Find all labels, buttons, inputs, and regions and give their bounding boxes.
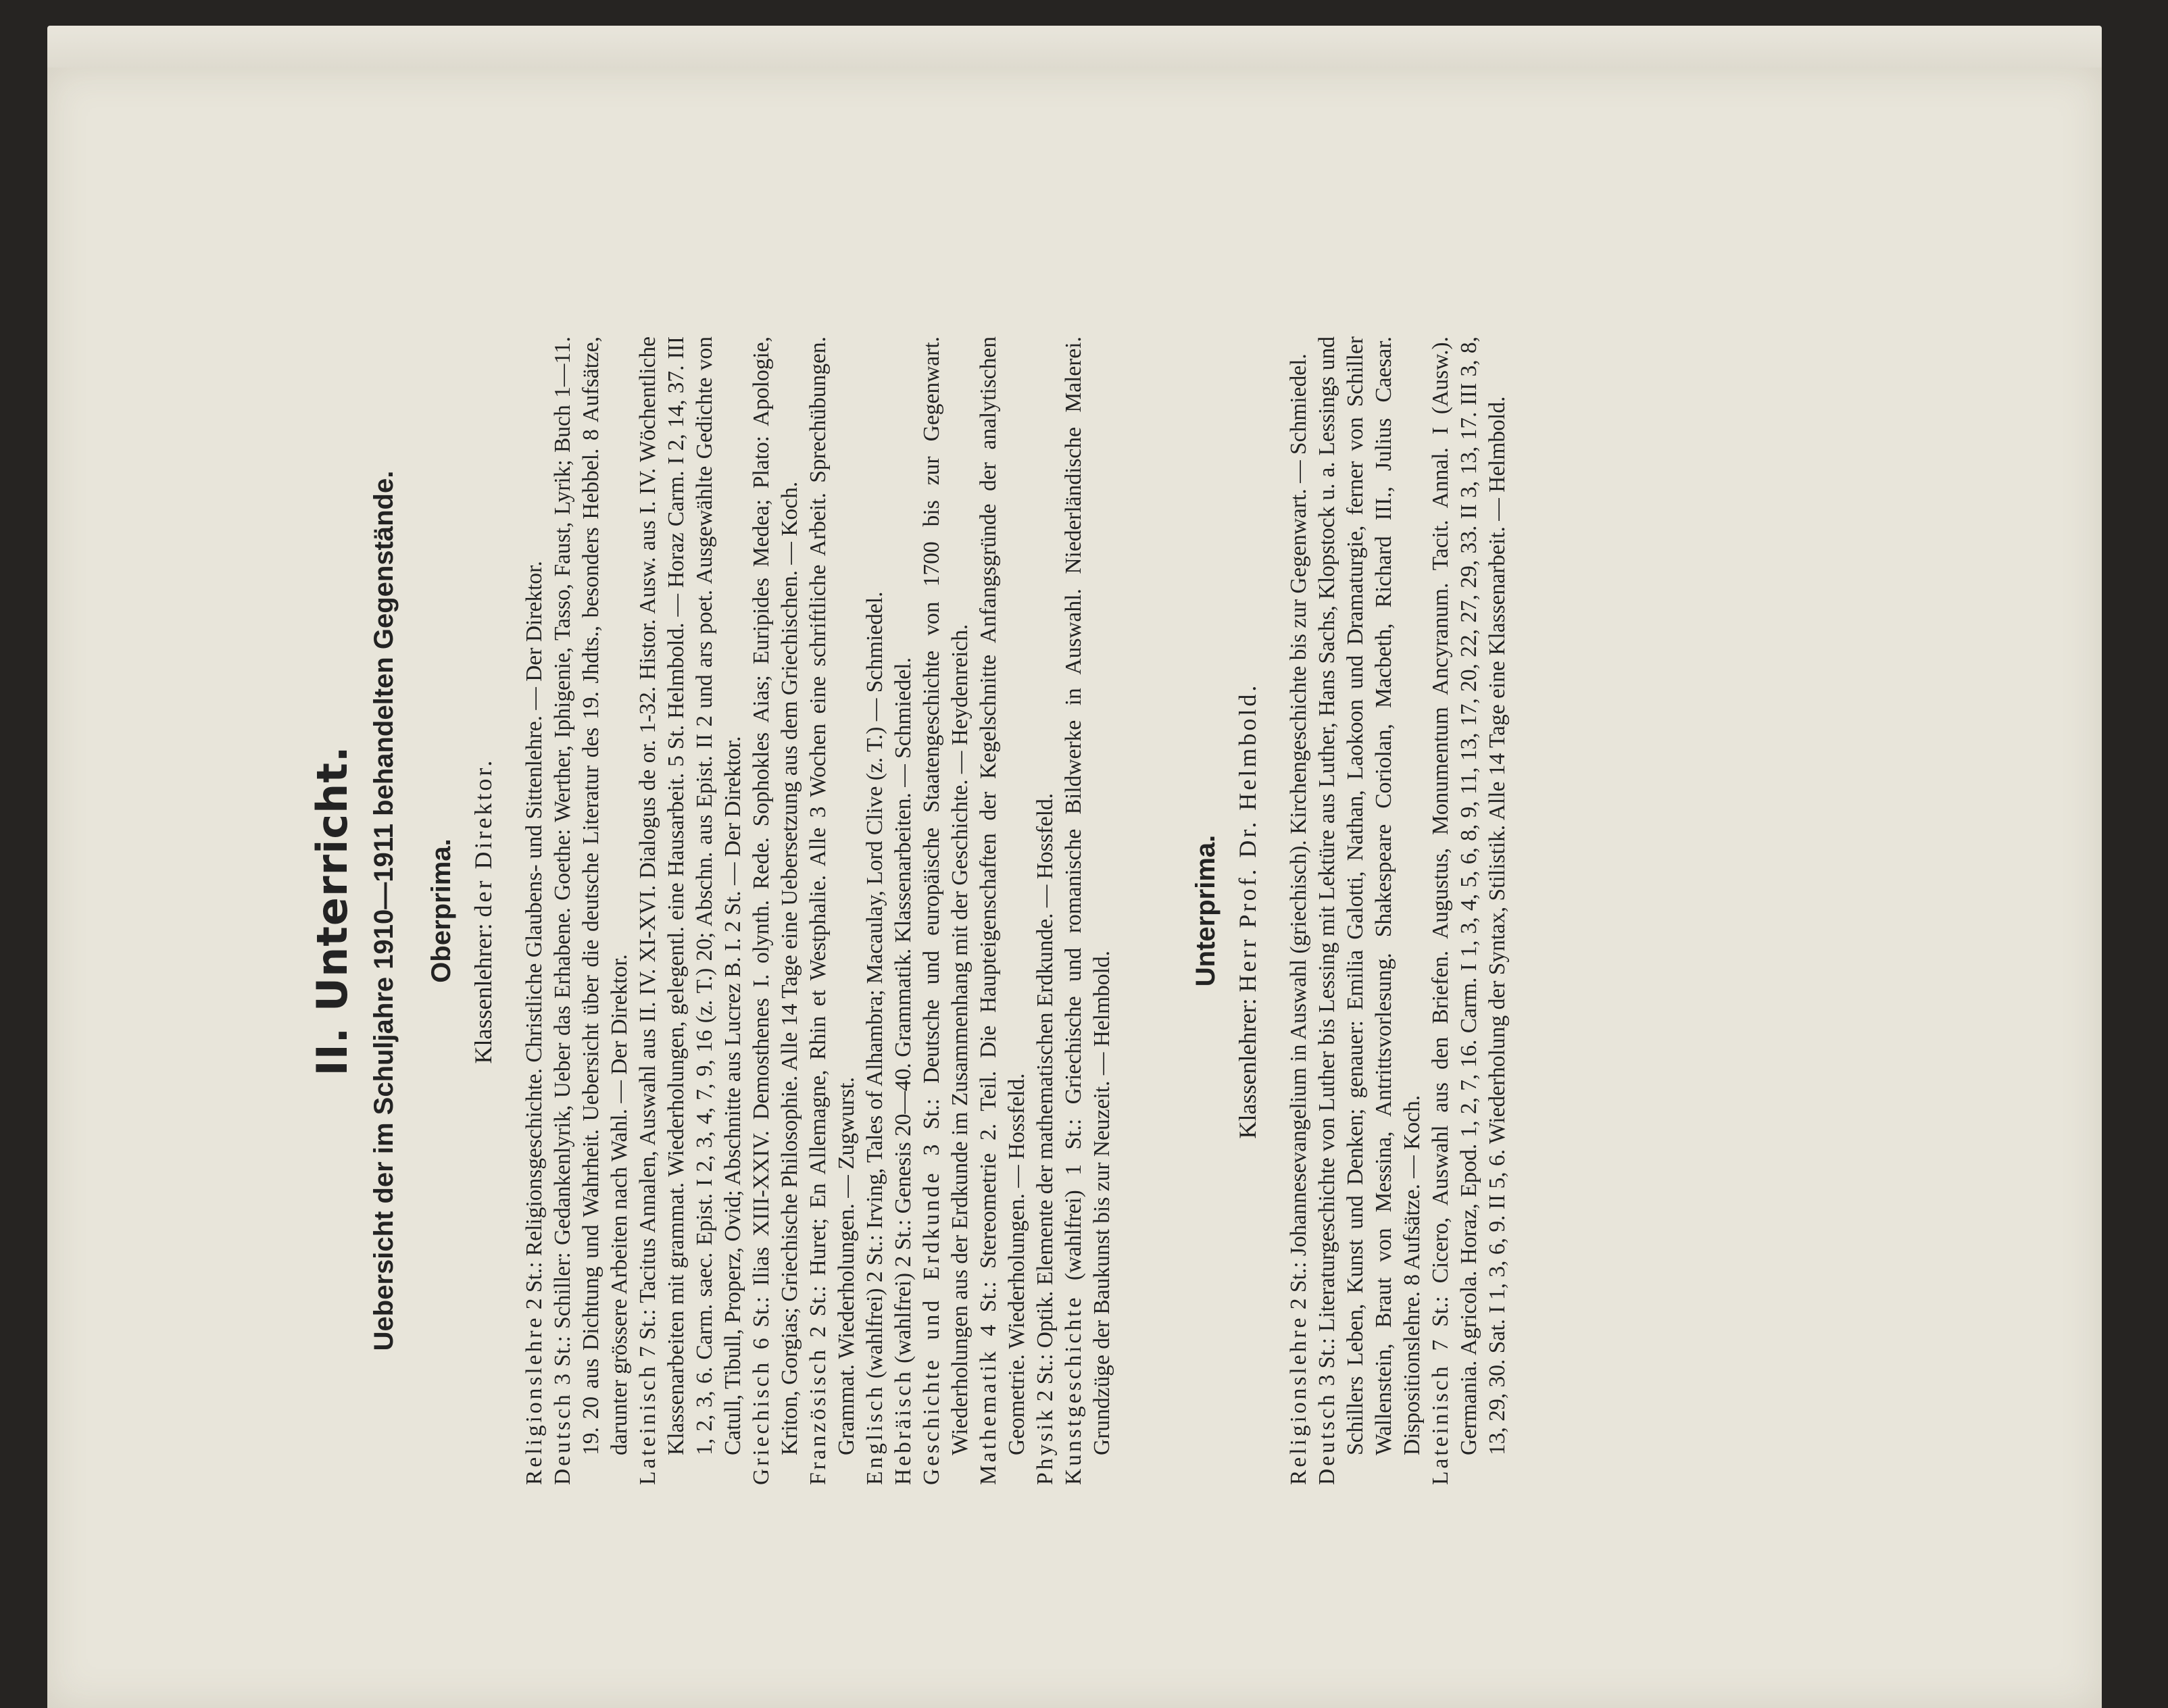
book-page — [47, 68, 2102, 1708]
section-heading: Oberprima. — [426, 838, 456, 983]
subject-text: (wahlfrei) 1 St.: Griechische und romanische Bildwerke in Auswahl. Niederländische Malerei. Grundzüge der Baukunst bis zur Neuzeit. — Helmbold. — [1061, 336, 1114, 1455]
subject-name: Religionslehre — [1286, 1315, 1311, 1485]
subject-text: 2 St.: Johannesevangelium in Auswahl (griechisch). Kirchengeschichte bis zur Gegenwart. — Schmiedel. — [1286, 353, 1311, 1315]
subject-name: Englisch — [862, 1384, 887, 1485]
subject-entry — [634, 336, 747, 1485]
subject-name: Geschichte und Erdkunde — [919, 1170, 944, 1485]
chapter-subtitle: Uebersicht der im Schuljahre 1910—1911 behandelten Gegenstände. — [369, 470, 399, 1351]
subject-text: 2 St.: Huret; En Allemagne, Rhin et Westphalie. Alle 3 Wochen eine schriftliche Arbeit. Sprechübungen. Grammat. Wiederholungen. — Zugwurst. — [806, 336, 859, 1455]
subject-entry — [1060, 336, 1116, 1485]
subject-text: 2 St.: Optik. Elemente der mathematischen Erdkunde. — Hossfeld. — [1033, 793, 1058, 1407]
subject-entry — [520, 336, 549, 1485]
subject-name: Religionslehre — [522, 1315, 547, 1485]
text-column — [307, 336, 1512, 1485]
subject-text: 7 St.: Cicero, Auswahl aus den Briefen. Augustus, Monumentum Ancyranum. Tacit. Annal. I (Ausw.). Germania. Agricola. Horaz, Epod. 1, 2, 7, 16. Carm. I 1, 3, 4, 5, 6, 8, 9, 11, 13, 17, 20, 22, 27, 29, 33. II 3, 13, 17. III 3, 8, 13, 29, 30. Sat. I 1, 3, 6, 9. II 5, 6. Wiederholung der Syntax, Stilistik. Alle 14 Tage eine Klassenarbeit. — Helmbold. — [1428, 336, 1510, 1455]
subject-entry — [918, 336, 975, 1485]
subject-text: 4 St.: Stereometrie 2. Teil. Die Haupteigenschaften der Kegelschnitte Anfangsgründe der analytischen Geometrie. Wiederholungen. — Hossfeld. — [976, 336, 1029, 1455]
subject-name: Deutsch — [550, 1392, 575, 1485]
subject-text: 6 St.: Ilias XIII-XXIV. Demosthenes I. olynth. Rede. Sophokles Aias; Euripides Medea; Plato: Apologie, Kriton, Gorgias; Griechische Philosophie. Alle 14 Tage eine Uebersetzung aus dem Griechischen. — Koch. — [749, 336, 802, 1455]
subject-entry — [1427, 336, 1512, 1485]
subject-text: 3 St.: Schiller: Gedankenlyrik, Ueber das Erhabene. Goethe: Werther, Iphigenie, Tasso, Faust, Lyrik; Buch 1—11. 19. 20 aus Dichtung und Wahrheit. Uebersicht über die deutsche Literatur des 19. Jhdts., besonders Hebbel. 8 Aufsätze, darunter grössere Arbeiten nach Wahl. — Der Direktor. — [550, 336, 632, 1455]
subject-entry — [861, 336, 889, 1485]
subject-entry — [804, 336, 861, 1485]
subject-name: Hebräisch — [891, 1369, 916, 1485]
section-oberprima — [426, 336, 1116, 1485]
subject-text: 7 St.: Tacitus Annalen, Auswahl aus II. IV. XI-XVI. Dialogus de or. 1-32. Histor. Ausw. aus I. IV. Wöchentliche Klassenarbeiten mit grammat. Wiederholungen, gelegentl. eine Hausarbeit. 5 St. Helmbold. — Horaz Carm. I 2, 14, 37. III 1, 2, 3, 6. Carm. saec. Epist. I 2, 3, 4, 7, 9, 16 (z. T.) 20; Abschn. aus Epist. II 2 und ars poet. Ausgewählte Gedichte von Catull, Tibull, Properz, Ovid; Abschnitte aus Lucrez B. I. 2 St. — Der Direktor. — [635, 336, 745, 1455]
subject-entry — [747, 336, 804, 1485]
subject-entry — [549, 336, 634, 1485]
subject-text: 2 St.: Religionsgeschichte. Christliche Glaubens- und Sittenlehre. — Der Direktor. — [522, 561, 547, 1315]
class-teacher-line — [469, 336, 497, 1485]
subject-text: (wahlfrei) 2 St.: Irving, Tales of Alhambra; Macaulay, Lord Clive (z. T.) — Schmiedel. — [862, 591, 887, 1384]
subject-entry — [975, 336, 1031, 1485]
subject-name: Lateinisch — [1428, 1363, 1453, 1485]
subject-name: Deutsch — [1314, 1392, 1339, 1485]
chapter-title: II. Unterricht. — [307, 745, 357, 1076]
subject-entry — [1031, 336, 1060, 1485]
subject-name: Lateinisch — [635, 1363, 660, 1485]
class-teacher-label: Klassenlehrer: — [1234, 998, 1261, 1139]
subject-name: Griechisch — [749, 1359, 774, 1485]
class-teacher-name: der Direktor. — [470, 757, 497, 918]
subject-text: 3 St.: Deutsche und europäische Staatengeschichte von 1700 bis zur Gegenwart. Wiederholungen aus der Erdkunde im Zusammenhang mit der Geschichte. — Heydenreich. — [919, 336, 972, 1455]
subject-name: Mathematik — [976, 1349, 1001, 1485]
subject-name: Physik — [1033, 1407, 1058, 1485]
subject-name: Französisch — [806, 1347, 831, 1485]
rotated-text-layer — [47, 68, 2102, 1708]
section-unterprima — [1191, 336, 1512, 1485]
section-heading: Unterprima. — [1191, 834, 1221, 987]
subject-name: Kunstgeschichte — [1061, 1295, 1086, 1485]
class-teacher-name: Herr Prof. Dr. Helmbold. — [1234, 682, 1261, 993]
subject-entry — [1313, 336, 1427, 1485]
subject-text: (wahlfrei) 2 St.: Genesis 20—40. Grammatik. Klassenarbeiten. — Schmiedel. — [891, 657, 916, 1370]
subject-text: 3 St.: Literaturgeschichte von Luther bis Lessing mit Lektüre aus Luther, Hans Sachs, Klopstock u. a. Lessings und Schillers Leben, Kunst und Denken; genauer: Emilia Galotti, Nathan, Laokoon und Dramaturgie, ferner von Schiller Wallenstein, Braut von Messina, Antrittsvorlesung. Shakespeare Coriolan, Macbeth, Richard III., Julius Caesar. Dispositionslehre. 8 Aufsätze. — Koch. — [1314, 336, 1425, 1455]
class-teacher-line — [1233, 336, 1262, 1485]
subject-entry — [889, 336, 918, 1485]
class-teacher-label: Klassenlehrer: — [470, 923, 497, 1064]
subject-entry — [1285, 336, 1313, 1485]
